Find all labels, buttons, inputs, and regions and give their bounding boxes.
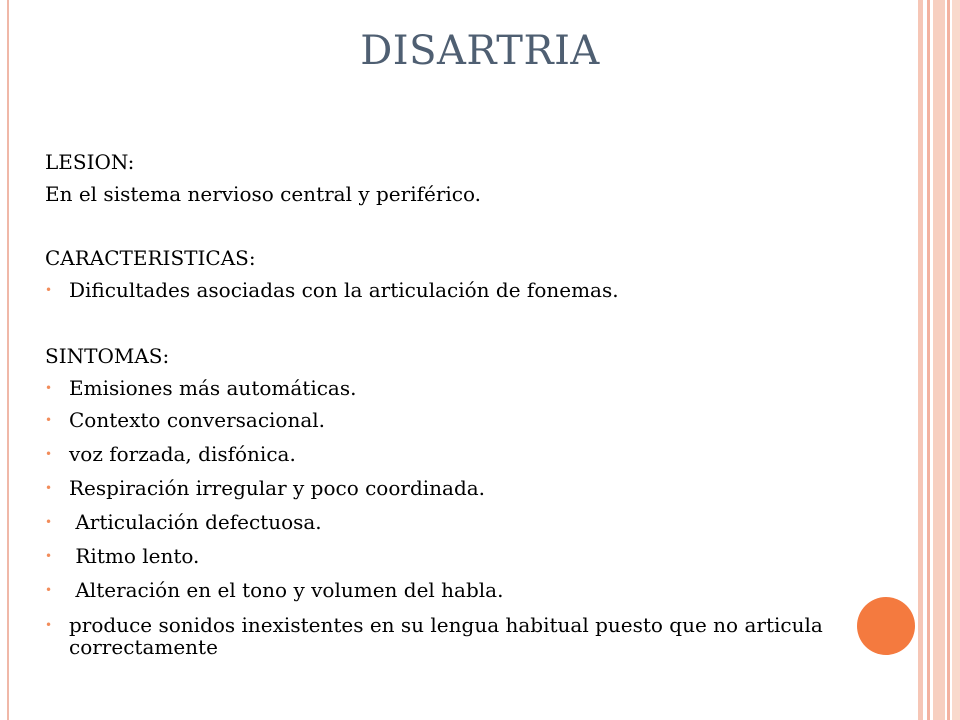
list-item [45,574,905,608]
list-item-text: Emisiones más automáticas. [69,376,357,400]
spacer [45,308,905,340]
list-item [45,608,905,658]
stripe [947,0,950,720]
right-decorative-stripes [918,0,960,720]
slide-body [45,146,905,658]
bullet-dot-icon: • [45,381,53,395]
bullet-dot-icon: • [45,549,53,563]
stripe [933,0,945,720]
list-item [45,472,905,506]
list-item-text: Alteración en el tono y volumen del habla. [69,578,504,602]
list-item [45,438,905,472]
list-item [45,274,905,308]
stripe [918,0,923,720]
list-item [45,372,905,404]
bullet-dot-icon: • [45,618,53,632]
list-item-text: Ritmo lento. [69,544,200,568]
list-item-text: Respiración irregular y poco coordinada. [69,476,486,500]
list-item-text: Dificultades asociadas con la articulación de fonemas. [69,278,619,302]
caracteristicas-heading: CARACTERISTICAS: [45,246,256,270]
list-item [45,506,905,540]
list-item-text: produce sonidos inexistentes en su lengua habitual puesto que no articula correctamente [69,613,823,659]
lesion-heading: LESION: [45,150,135,174]
bullet-dot-icon: • [45,447,53,461]
sintomas-heading: SINTOMAS: [45,344,170,368]
list-item-text: Articulación defectuosa. [69,510,322,534]
orange-circle-icon [857,597,915,655]
bullet-dot-icon: • [45,583,53,597]
list-item [45,540,905,574]
stripe [952,0,960,720]
list-item-text: Contexto conversacional. [69,408,326,432]
bullet-dot-icon: • [45,481,53,495]
list-item [45,404,905,438]
bullet-dot-icon: • [45,515,53,529]
lesion-text: En el sistema nervioso central y periférico. [45,182,482,206]
bullet-dot-icon: • [45,283,53,297]
bullet-dot-icon: • [45,413,53,427]
spacer [45,210,905,242]
list-item-text: voz forzada, disfónica. [69,442,296,466]
left-border-line [7,0,9,720]
slide-title: DISARTRIA [360,28,600,74]
stripe [927,0,930,720]
